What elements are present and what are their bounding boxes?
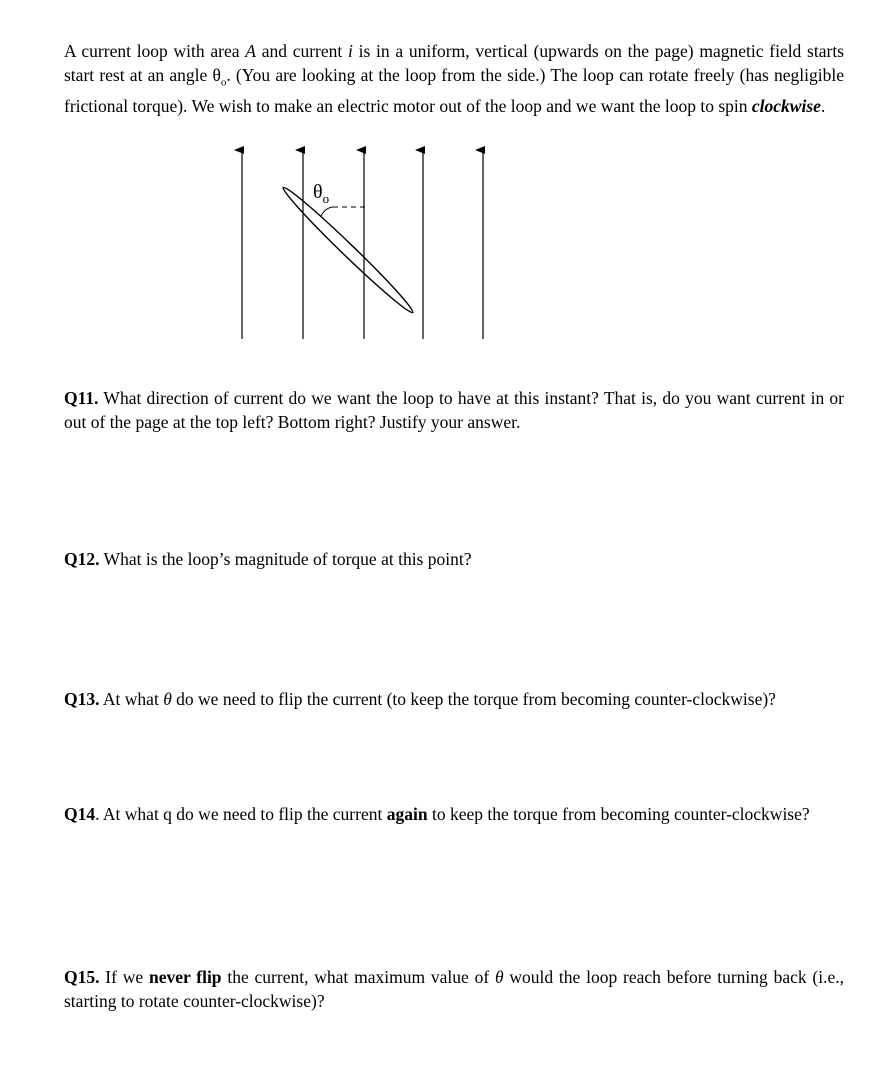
var-area: A bbox=[245, 41, 256, 61]
intro-text: . bbox=[820, 95, 826, 116]
theta-label: $\theta_o$ bbox=[313, 181, 330, 206]
q11-text: What direction of current do we want the loop to have at this instant? That is, do you want current in or out of the page at the top left? Bottom right? Justify your answer. bbox=[64, 388, 844, 432]
q12-text: What is the loop’s magnitude of torque at this point? bbox=[99, 549, 472, 569]
q13-text: At what bbox=[99, 689, 164, 709]
again-emphasis: again bbox=[386, 804, 428, 824]
intro-text: A current loop with area bbox=[64, 41, 246, 61]
q15-text: would the loop reach before turning back (i.e., starting to rotate counter-clockwise)? bbox=[64, 967, 844, 1011]
current-loop bbox=[279, 183, 417, 317]
q14-text: . At what q do we need to flip the current bbox=[95, 804, 387, 824]
q13-label: Q13. bbox=[64, 689, 100, 709]
q12-label: Q12. bbox=[64, 549, 100, 569]
theta-variable: θ bbox=[163, 689, 172, 709]
loop-diagram bbox=[225, 138, 515, 344]
intro-text: . (You are looking at the loop from the side.) The loop can rotate freely (has negligible frictional torque). We wish to make an electric motor out of the loop and we want the loop to spin bbox=[64, 64, 844, 116]
clockwise-emphasis: clockwise bbox=[751, 95, 821, 116]
question-14 bbox=[64, 803, 844, 827]
q15-text: the current, what maximum value of bbox=[221, 967, 495, 987]
q15-label: Q15. bbox=[64, 967, 100, 987]
intro-text: is in a uniform, vertical (upwards on the page) magnetic field starts start rest at an angle θ bbox=[64, 41, 844, 85]
intro-paragraph bbox=[64, 40, 844, 118]
intro-text: and current bbox=[255, 41, 348, 61]
theta-subscript: o bbox=[220, 76, 227, 88]
var-current: i bbox=[348, 41, 353, 61]
q15-text: If we bbox=[99, 967, 149, 987]
question-15 bbox=[64, 966, 844, 1013]
never-flip-emphasis: never flip bbox=[148, 967, 222, 987]
question-12 bbox=[64, 548, 844, 572]
angle-arc bbox=[321, 207, 333, 216]
q14-text: to keep the torque from becoming counter-clockwise? bbox=[427, 804, 810, 824]
theta-variable: θ bbox=[494, 967, 504, 987]
q11-label: Q11. bbox=[64, 388, 99, 408]
q13-text: do we need to flip the current (to keep the torque from becoming counter-clockwise)? bbox=[171, 689, 776, 709]
q14-label: Q14 bbox=[64, 804, 96, 824]
question-13 bbox=[64, 688, 844, 712]
question-11 bbox=[64, 387, 844, 434]
